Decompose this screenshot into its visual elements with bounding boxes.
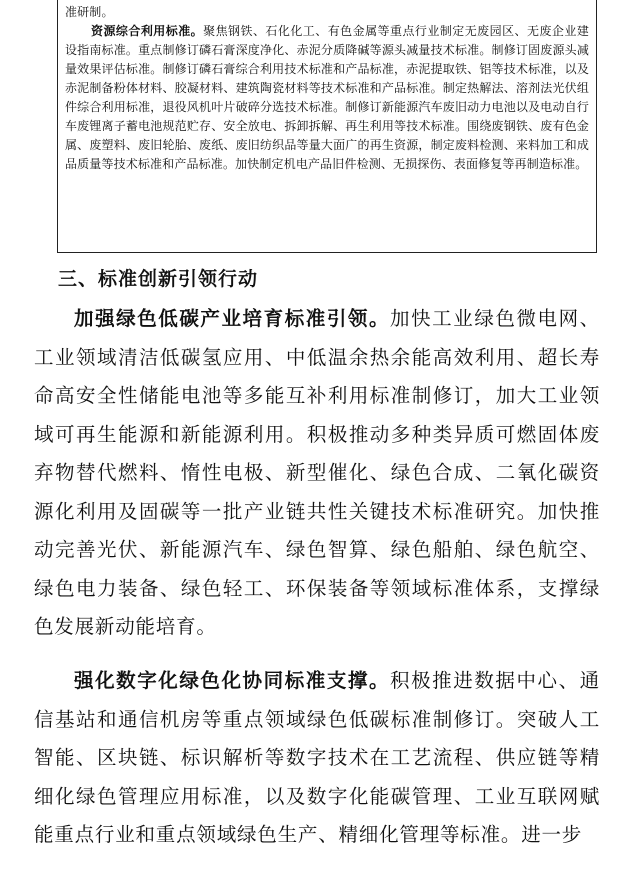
box-paragraph-body: 聚焦钢铁、石化化工、有色金属等重点行业制定无废园区、无废企业建设指南标准。重点制修订磷石膏深度净化、赤泥分质降碱等源头减量技术标准。制修订固废源头减量效果评估标准。制修订磷石膏综合利用技术标准和产品标准，赤泥提取铁、铝等技术标准，以及赤泥制备粉体材料、胶凝材料、建筑陶瓷材料等技术标准和产品标准。制定热解法、溶剂法光伏组件综合利用标准，退役风机叶片破碎分选技术标准。制修订新能源汽车废旧动力电池以及电动自行车废锂离子蓄电池规范贮存、安全放电、拆卸拆解、再生利用等技术标准。围绕废钢铁、废有色金属、废塑料、废旧轮胎、废纸、废旧纺织品等量大面广的再生资源，制定废料检测、来料加工和成品质量等技术标准和产品标准。加快制定机电产品旧件检测、无损探伤、表面修复等再制造标准。 (65, 24, 589, 171)
section-heading: 三、标准创新引领行动 (58, 268, 259, 290)
box-paragraph-lead: 资源综合利用标准。 (91, 24, 204, 38)
paragraph-body: 积极推进数据中心、通信基站和通信机房等重点领域绿色低碳标准制修订。突破人工智能、区块链、标识解析等数字技术在工艺流程、供应链等精细化绿色管理应用标准，以及数字化能碳管理、工业互联网赋能重点行业和重点领域绿色生产、精细化管理等标准。进一步 (34, 669, 600, 846)
box-continuation-text: 准研制。 (65, 5, 114, 19)
body-paragraph (34, 300, 600, 647)
boxed-text-section (57, 0, 597, 253)
paragraph-body: 加快工业绿色微电网、工业领域清洁低碳氢应用、中低温余热余能高效利用、超长寿命高安全性储能电池等多能互补利用标准制修订，加大工业领域可再生能源和新能源利用。积极推动多种类异质可燃固体废弃物替代燃料、惰性电极、新型催化、绿色合成、二氧化碳资源化利用及固碳等一批产业链共性关键技术标准研究。加快推动完善光伏、新能源汽车、绿色智算、绿色船舶、绿色航空、绿色电力装备、绿色轻工、环保装备等领域标准体系，支撑绿色发展新动能培育。 (34, 307, 600, 638)
body-paragraph (34, 662, 600, 855)
paragraph-lead: 加强绿色低碳产业培育标准引领。 (74, 307, 391, 330)
box-paragraph (65, 22, 589, 174)
paragraph-lead: 强化数字化绿色化协同标准支撑。 (74, 669, 391, 692)
